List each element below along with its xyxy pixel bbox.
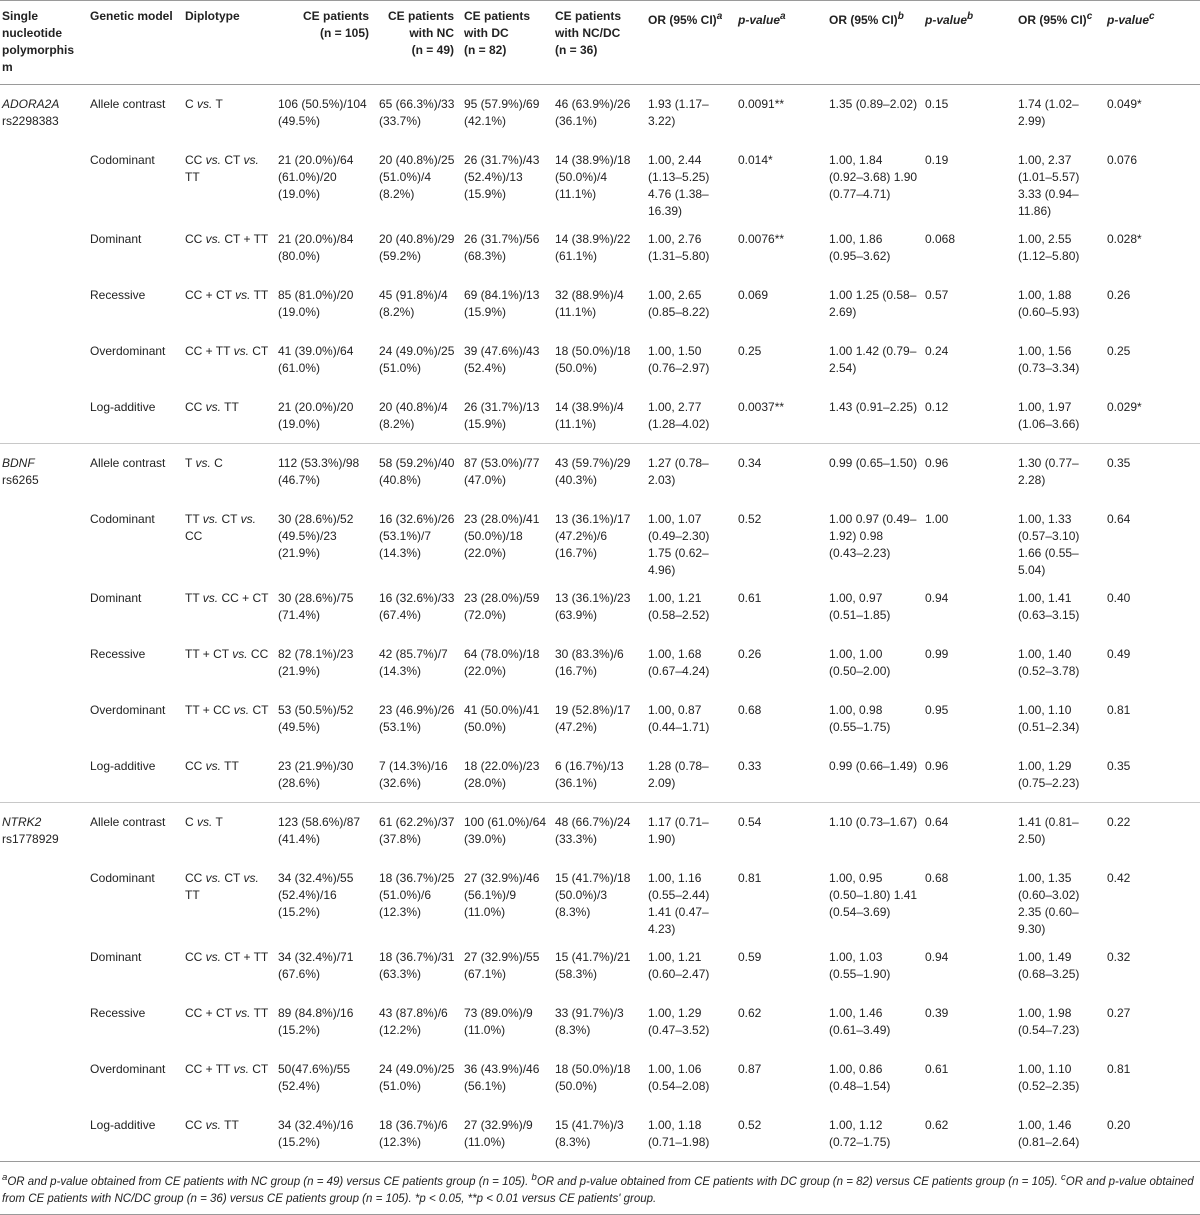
cell-genetic-model: Dominant xyxy=(90,590,142,605)
cell-diplotype: CC + CT vs. TT xyxy=(185,1005,269,1020)
cell-ce-patients: 53 (50.5%)/52 (49.5%) xyxy=(278,702,354,734)
header-ce-ncdc: CE patients with NC/DC (n = 36) xyxy=(555,9,622,57)
header-p-a: p-value$^a$ xyxy=(738,11,786,27)
header-p-c: p-value$^c$ xyxy=(1107,11,1155,27)
cell-or-b: 1.00 0.97 (0.49–1.92) 0.98 (0.43–2.23) xyxy=(829,511,917,560)
cell-ce-dc: 87 (53.0%)/77 (47.0%) xyxy=(462,444,553,500)
cell-ce-patients: 41 (39.0%)/64 (61.0%) xyxy=(278,343,354,375)
cell-p-a: 0.68 xyxy=(738,702,762,717)
cell-ce-patients: 106 (50.5%)/104 (49.5%) xyxy=(278,97,367,128)
cell-p-b: 0.64 xyxy=(923,803,1016,859)
cell-ce-patients: 30 (28.6%)/75 (71.4%) xyxy=(278,590,354,622)
cell-ce-ncdc: 18 (50.0%)/18 (50.0%) xyxy=(555,1061,631,1093)
cell-genetic-model: Recessive xyxy=(90,287,146,302)
table-row xyxy=(0,220,1200,276)
table-row xyxy=(0,579,1200,635)
cell-p-c: 0.42 xyxy=(1107,870,1131,885)
cell-ce-nc: 20 (40.8%)/25 (51.0%)/4 (8.2%) xyxy=(379,152,455,201)
cell-ce-nc: 24 (49.0%)/25 (51.0%) xyxy=(379,1061,455,1093)
cell-ce-nc: 45 (91.8%)/4 (8.2%) xyxy=(379,287,448,319)
cell-p-c: 0.26 xyxy=(1107,287,1131,302)
cell-p-c: 0.35 xyxy=(1105,444,1200,500)
cell-or-c: 1.00, 1.35 (0.60–3.02) 2.35 (0.60–9.30) xyxy=(1018,870,1080,936)
cell-or-c: 1.30 (0.77–2.28) xyxy=(1016,444,1105,500)
cell-diplotype: CC + TT vs. CT xyxy=(185,343,269,358)
cell-or-b: 1.00, 1.03 (0.55–1.90) xyxy=(829,949,891,981)
cell-ce-nc: 61 (62.2%)/37 (37.8%) xyxy=(377,803,462,859)
cell-p-b: 0.68 xyxy=(925,870,949,885)
cell-or-c: 1.00, 1.49 (0.68–3.25) xyxy=(1018,949,1080,981)
cell-snp xyxy=(0,500,88,579)
cell-ce-patients: 21 (20.0%)/20 (19.0%) xyxy=(278,399,354,431)
cell-p-a: 0.62 xyxy=(738,1005,762,1020)
cell-p-c: 0.20 xyxy=(1105,1106,1200,1162)
cell-or-b: 1.00, 0.95 (0.50–1.80) 1.41 (0.54–3.69) xyxy=(829,870,918,919)
cell-diplotype: TT + CT vs. CC xyxy=(185,646,269,661)
footnote-significance: *p < 0.05, **p < 0.01 versus CE patients' group. xyxy=(414,1192,657,1205)
cell-or-a: 1.00, 1.21 (0.58–2.52) xyxy=(648,590,710,622)
cell-or-b: 1.00, 1.12 (0.72–1.75) xyxy=(827,1106,923,1162)
cell-snp xyxy=(0,579,88,635)
header-ce-dc: CE patients with DC (n = 82) xyxy=(464,9,531,57)
cell-ce-nc: 18 (36.7%)/31 (63.3%) xyxy=(379,949,455,981)
table-row xyxy=(0,635,1200,691)
cell-p-c: 0.81 xyxy=(1107,702,1131,717)
cell-ce-ncdc: 13 (36.1%)/17 (47.2%)/6 (16.7%) xyxy=(555,511,631,560)
header-diplotype: Diplotype xyxy=(185,9,240,23)
cell-p-b: 0.15 xyxy=(925,97,949,111)
cell-or-a: 1.28 (0.78–2.09) xyxy=(648,758,709,790)
cell-genetic-model: Dominant xyxy=(90,949,142,964)
cell-or-b: 1.10 (0.73–1.67) xyxy=(827,803,923,859)
cell-snp xyxy=(0,141,88,220)
cell-or-b: 1.00, 0.98 (0.55–1.75) xyxy=(829,702,891,734)
header-row xyxy=(0,1,1200,85)
cell-p-c: 0.81 xyxy=(1107,1061,1131,1076)
cell-p-b: 1.00 xyxy=(925,511,949,526)
cell-ce-nc: 43 (87.8%)/6 (12.2%) xyxy=(379,1005,448,1037)
cell-ce-nc: 20 (40.8%)/29 (59.2%) xyxy=(379,231,455,263)
cell-p-b: 0.19 xyxy=(925,152,949,167)
cell-or-c: 1.00, 1.41 (0.63–3.15) xyxy=(1018,590,1080,622)
cell-or-a: 1.00, 1.29 (0.47–3.52) xyxy=(648,1005,710,1037)
cell-ce-ncdc: 18 (50.0%)/18 (50.0%) xyxy=(555,343,631,375)
cell-or-b: 1.00, 1.86 (0.95–3.62) xyxy=(829,231,891,263)
cell-or-c: 1.00, 1.98 (0.54–7.23) xyxy=(1018,1005,1080,1037)
cell-ce-dc: 64 (78.0%)/18 (22.0%) xyxy=(464,646,540,678)
cell-or-a: 1.00, 2.65 (0.85–8.22) xyxy=(648,287,710,319)
cell-p-c: 0.32 xyxy=(1107,949,1131,964)
cell-genetic-model: Overdominant xyxy=(90,343,166,358)
header-p-b: p-value$^b$ xyxy=(925,11,974,27)
cell-snp xyxy=(0,220,88,276)
cell-or-b: 1.43 (0.91–2.25) xyxy=(829,399,918,414)
cell-ce-nc: 18 (36.7%)/6 (12.3%) xyxy=(377,1106,462,1162)
cell-ce-ncdc: 32 (88.9%)/4 (11.1%) xyxy=(555,287,624,319)
cell-ce-dc: 23 (28.0%)/41 (50.0%)/18 (22.0%) xyxy=(464,511,540,560)
cell-or-a: 1.00, 1.18 (0.71–1.98) xyxy=(646,1106,736,1162)
cell-ce-patients: 21 (20.0%)/84 (80.0%) xyxy=(278,231,354,263)
cell-or-a: 1.00, 2.44 (1.13–5.25) 4.76 (1.38–16.39) xyxy=(648,152,710,218)
cell-diplotype: CC vs. CT + TT xyxy=(185,231,269,246)
header-or-a: OR (95% CI)$^a$ xyxy=(648,11,723,27)
cell-ce-ncdc: 46 (63.9%)/26 (36.1%) xyxy=(555,97,631,128)
cell-diplotype: C vs. T xyxy=(185,97,223,111)
header-ce-nc: CE patients with NC (n = 49) xyxy=(387,9,454,57)
cell-or-a: 1.00, 1.21 (0.60–2.47) xyxy=(648,949,710,981)
cell-p-a: 0.0076** xyxy=(738,231,785,246)
cell-genetic-model: Recessive xyxy=(90,1005,146,1020)
cell-ce-ncdc: 19 (52.8%)/17 (47.2%) xyxy=(555,702,631,734)
cell-ce-ncdc: 33 (91.7%)/3 (8.3%) xyxy=(555,1005,624,1037)
cell-ce-dc: 100 (61.0%)/64 (39.0%) xyxy=(462,803,553,859)
cell-ce-patients: 34 (32.4%)/55 (52.4%)/16 (15.2%) xyxy=(278,870,354,919)
cell-ce-nc: 16 (32.6%)/26 (53.1%)/7 (14.3%) xyxy=(379,511,455,560)
cell-or-c: 1.00, 2.55 (1.12–5.80) xyxy=(1018,231,1080,263)
cell-diplotype: CC vs. CT vs. TT xyxy=(185,870,259,902)
cell-p-c: 0.40 xyxy=(1107,590,1131,605)
header-snp: Single nucleotide polymorphism xyxy=(2,9,75,74)
cell-or-a: 1.00, 0.87 (0.44–1.71) xyxy=(648,702,710,734)
cell-or-c: 1.00, 1.88 (0.60–5.93) xyxy=(1018,287,1080,319)
cell-snp: NTRK2 rs1778929 xyxy=(0,803,88,859)
cell-or-c: 1.00, 1.40 (0.52–3.78) xyxy=(1018,646,1080,678)
cell-p-c: 0.35 xyxy=(1107,758,1131,773)
cell-ce-nc: 18 (36.7%)/25 (51.0%)/6 (12.3%) xyxy=(379,870,455,919)
cell-genetic-model: Log-additive xyxy=(90,399,156,414)
cell-ce-ncdc: 15 (41.7%)/3 (8.3%) xyxy=(553,1106,646,1162)
cell-p-b: 0.068 xyxy=(925,231,956,246)
cell-genetic-model: Codominant xyxy=(90,152,155,167)
cell-ce-dc: 41 (50.0%)/41 (50.0%) xyxy=(464,702,540,734)
cell-ce-nc: 65 (66.3%)/33 (33.7%) xyxy=(379,97,455,128)
cell-genetic-model: Codominant xyxy=(90,511,155,526)
cell-genetic-model: Dominant xyxy=(90,231,142,246)
cell-or-c: 1.00, 1.46 (0.81–2.64) xyxy=(1016,1106,1105,1162)
header-genetic-model: Genetic model xyxy=(90,9,173,23)
cell-p-a: 0.26 xyxy=(738,646,762,661)
cell-ce-patients: 30 (28.6%)/52 (49.5%)/23 (21.9%) xyxy=(278,511,354,560)
table-row xyxy=(0,691,1200,747)
cell-or-c: 1.74 (1.02–2.99) xyxy=(1018,97,1079,128)
cell-ce-dc: 69 (84.1%)/13 (15.9%) xyxy=(464,287,540,319)
cell-ce-dc: 36 (43.9%)/46 (56.1%) xyxy=(464,1061,540,1093)
cell-diplotype: C vs. T xyxy=(183,803,276,859)
cell-genetic-model: Allele contrast xyxy=(90,97,166,111)
cell-ce-patients: 21 (20.0%)/64 (61.0%)/20 (19.0%) xyxy=(278,152,354,201)
cell-p-a: 0.34 xyxy=(736,444,827,500)
cell-or-b: 1.00, 1.84 (0.92–3.68) 1.90 (0.77–4.71) xyxy=(829,152,918,201)
cell-or-b: 1.00 1.25 (0.58–2.69) xyxy=(829,287,917,319)
table-row xyxy=(0,859,1200,938)
cell-or-a: 1.00, 1.06 (0.54–2.08) xyxy=(648,1061,710,1093)
cell-ce-ncdc: 48 (66.7%)/24 (33.3%) xyxy=(553,803,646,859)
table-row xyxy=(0,1050,1200,1106)
cell-ce-patients: 23 (21.9%)/30 (28.6%) xyxy=(278,758,354,790)
cell-ce-dc: 27 (32.9%)/9 (11.0%) xyxy=(462,1106,553,1162)
cell-ce-dc: 95 (57.9%)/69 (42.1%) xyxy=(464,97,540,128)
cell-p-a: 0.33 xyxy=(738,758,762,773)
table-row xyxy=(0,276,1200,332)
cell-ce-patients: 50(47.6%)/55 (52.4%) xyxy=(278,1061,351,1093)
table-row xyxy=(0,500,1200,579)
cell-p-b: 0.96 xyxy=(923,444,1016,500)
cell-genetic-model: Recessive xyxy=(90,646,146,661)
cell-ce-nc: 20 (40.8%)/4 (8.2%) xyxy=(379,399,448,431)
header-or-c: OR (95% CI)$^c$ xyxy=(1018,11,1093,27)
table-footnote: $^a$OR and p-value obtained from CE patients with NC group (n = 49) versus CE patients group (n = 105). $^b$OR and p-value obtained from CE patients with DC group (n = 82) versus CE patients group (n = 105). $^c$OR and p-value obtained from CE patients with NC/DC group (n = 36) versus CE patients group (n = 105). *p < 0.05, **p < 0.01 versus CE patients' group. xyxy=(0,1162,1200,1215)
cell-ce-ncdc: 14 (38.9%)/4 (11.1%) xyxy=(555,399,624,431)
cell-genetic-model: Allele contrast xyxy=(88,803,183,859)
table-row xyxy=(0,85,1200,141)
cell-diplotype: CC vs. CT vs. TT xyxy=(185,152,259,184)
cell-or-b: 1.00 1.42 (0.79–2.54) xyxy=(829,343,917,375)
cell-ce-patients: 89 (84.8%)/16 (15.2%) xyxy=(278,1005,354,1037)
cell-p-c: 0.64 xyxy=(1107,511,1131,526)
cell-ce-dc: 26 (31.7%)/13 (15.9%) xyxy=(464,399,540,431)
cell-diplotype: CC vs. TT xyxy=(183,1106,276,1162)
cell-diplotype: CC vs. TT xyxy=(185,399,239,414)
cell-diplotype: CC vs. TT xyxy=(185,758,239,773)
cell-genetic-model: Allele contrast xyxy=(88,444,183,500)
cell-or-a: 1.27 (0.78–2.03) xyxy=(646,444,736,500)
cell-diplotype: CC + CT vs. TT xyxy=(185,287,269,302)
cell-or-a: 1.00, 2.77 (1.28–4.02) xyxy=(648,399,710,431)
cell-ce-ncdc: 13 (36.1%)/23 (63.9%) xyxy=(555,590,631,622)
cell-ce-dc: 26 (31.7%)/56 (68.3%) xyxy=(464,231,540,263)
cell-p-c: 0.049* xyxy=(1107,97,1142,111)
cell-p-a: 0.81 xyxy=(738,870,762,885)
cell-ce-dc: 18 (22.0%)/23 (28.0%) xyxy=(464,758,540,790)
table-row xyxy=(0,388,1200,444)
cell-p-a: 0.25 xyxy=(738,343,762,358)
cell-p-c: 0.25 xyxy=(1107,343,1131,358)
footnote-c: OR and p-value obtained from CE patients with NC/DC group (n = 36) versus CE patients group (n = 105). xyxy=(2,1175,1194,1205)
cell-or-a: 1.00, 1.50 (0.76–2.97) xyxy=(648,343,710,375)
cell-p-b: 0.96 xyxy=(925,758,949,773)
cell-p-a: 0.52 xyxy=(738,511,762,526)
cell-ce-nc: 58 (59.2%)/40 (40.8%) xyxy=(377,444,462,500)
cell-ce-ncdc: 43 (59.7%)/29 (40.3%) xyxy=(553,444,646,500)
cell-p-a: 0.54 xyxy=(736,803,827,859)
cell-p-b: 0.94 xyxy=(925,590,949,605)
cell-or-c: 1.00, 1.97 (1.06–3.66) xyxy=(1018,399,1080,431)
cell-snp xyxy=(0,1106,88,1162)
cell-p-a: 0.61 xyxy=(738,590,762,605)
cell-diplotype: TT vs. CT vs. CC xyxy=(185,511,256,543)
cell-snp xyxy=(0,388,88,444)
cell-snp xyxy=(0,635,88,691)
cell-p-a: 0.59 xyxy=(738,949,762,964)
cell-p-b: 0.57 xyxy=(925,287,949,302)
cell-ce-ncdc: 30 (83.3%)/6 (16.7%) xyxy=(555,646,624,678)
cell-or-a: 1.00, 1.16 (0.55–2.44) 1.41 (0.47–4.23) xyxy=(648,870,710,936)
cell-or-a: 1.00, 1.68 (0.67–4.24) xyxy=(648,646,710,678)
cell-or-b: 1.00, 1.46 (0.61–3.49) xyxy=(829,1005,891,1037)
cell-p-b: 0.94 xyxy=(925,949,949,964)
cell-genetic-model: Overdominant xyxy=(90,702,166,717)
table-row xyxy=(0,938,1200,994)
cell-p-a: 0.0037** xyxy=(738,399,785,414)
cell-p-b: 0.39 xyxy=(925,1005,949,1020)
cell-diplotype: TT vs. CC + CT xyxy=(185,590,269,605)
cell-or-c: 1.00, 1.10 (0.52–2.35) xyxy=(1018,1061,1080,1093)
cell-ce-patients: 34 (32.4%)/71 (67.6%) xyxy=(278,949,354,981)
table-row xyxy=(0,141,1200,220)
cell-ce-patients: 85 (81.0%)/20 (19.0%) xyxy=(278,287,354,319)
table-row xyxy=(0,332,1200,388)
cell-or-c: 1.00, 1.10 (0.51–2.34) xyxy=(1018,702,1080,734)
cell-p-a: 0.014* xyxy=(738,152,773,167)
table-row xyxy=(0,747,1200,803)
cell-or-a: 1.17 (0.71–1.90) xyxy=(646,803,736,859)
table-row xyxy=(0,994,1200,1050)
footnote-b: OR and p-value obtained from CE patients with DC group (n = 82) versus CE patients group (n = 105). xyxy=(536,1175,1058,1188)
footnote-a: OR and p-value obtained from CE patients with NC group (n = 49) versus CE patients group (n = 105). xyxy=(7,1175,529,1188)
cell-p-a: 0.87 xyxy=(738,1061,762,1076)
cell-genetic-model: Log-additive xyxy=(88,1106,183,1162)
cell-ce-ncdc: 6 (16.7%)/13 (36.1%) xyxy=(555,758,624,790)
cell-diplotype: CC vs. CT + TT xyxy=(185,949,269,964)
cell-or-b: 1.00, 0.97 (0.51–1.85) xyxy=(829,590,891,622)
cell-genetic-model: Overdominant xyxy=(90,1061,166,1076)
cell-p-c: 0.029* xyxy=(1107,399,1142,414)
cell-ce-nc: 7 (14.3%)/16 (32.6%) xyxy=(379,758,448,790)
cell-or-b: 1.00, 0.86 (0.48–1.54) xyxy=(829,1061,891,1093)
cell-p-b: 0.61 xyxy=(925,1061,949,1076)
cell-diplotype: TT + CC vs. CT xyxy=(185,702,269,717)
cell-or-b: 1.35 (0.89–2.02) xyxy=(829,97,918,111)
cell-or-c: 1.41 (0.81–2.50) xyxy=(1016,803,1105,859)
cell-ce-dc: 27 (32.9%)/46 (56.1%)/9 (11.0%) xyxy=(464,870,540,919)
cell-ce-dc: 39 (47.6%)/43 (52.4%) xyxy=(464,343,540,375)
header-or-b: OR (95% CI)$^b$ xyxy=(829,11,904,27)
cell-snp xyxy=(0,276,88,332)
table-row xyxy=(0,1106,1200,1162)
cell-diplotype: T vs. C xyxy=(183,444,276,500)
cell-ce-dc: 23 (28.0%)/59 (72.0%) xyxy=(464,590,540,622)
cell-or-c: 1.00, 1.33 (0.57–3.10) 1.66 (0.55–5.04) xyxy=(1018,511,1080,577)
table-body xyxy=(0,85,1200,1162)
cell-ce-dc: 27 (32.9%)/55 (67.1%) xyxy=(464,949,540,981)
cell-snp xyxy=(0,747,88,803)
cell-or-b: 0.99 (0.65–1.50) xyxy=(827,444,923,500)
cell-or-b: 0.99 (0.66–1.49) xyxy=(829,758,918,773)
table-row xyxy=(0,444,1200,500)
cell-ce-ncdc: 15 (41.7%)/21 (58.3%) xyxy=(555,949,631,981)
cell-p-c: 0.22 xyxy=(1105,803,1200,859)
cell-or-a: 1.00, 1.07 (0.49–2.30) 1.75 (0.62–4.96) xyxy=(648,511,710,577)
cell-p-c: 0.49 xyxy=(1107,646,1131,661)
cell-p-c: 0.27 xyxy=(1107,1005,1131,1020)
cell-snp: ADORA2A rs2298383 xyxy=(2,97,60,128)
cell-snp xyxy=(0,332,88,388)
cell-snp xyxy=(0,938,88,994)
cell-or-c: 1.00, 1.29 (0.75–2.23) xyxy=(1018,758,1080,790)
cell-ce-patients: 123 (58.6%)/87 (41.4%) xyxy=(276,803,377,859)
cell-ce-dc: 73 (89.0%)/9 (11.0%) xyxy=(464,1005,533,1037)
cell-or-b: 1.00, 1.00 (0.50–2.00) xyxy=(829,646,891,678)
cell-p-b: 0.62 xyxy=(923,1106,1016,1162)
cell-ce-nc: 24 (49.0%)/25 (51.0%) xyxy=(379,343,455,375)
cell-p-c: 0.076 xyxy=(1107,152,1138,167)
cell-ce-ncdc: 15 (41.7%)/18 (50.0%)/3 (8.3%) xyxy=(555,870,631,919)
table-row xyxy=(0,803,1200,859)
cell-p-c: 0.028* xyxy=(1107,231,1142,246)
header-ce-patients: CE patients (n = 105) xyxy=(302,9,369,40)
cell-p-b: 0.95 xyxy=(925,702,949,717)
cell-ce-ncdc: 14 (38.9%)/22 (61.1%) xyxy=(555,231,631,263)
cell-snp xyxy=(0,691,88,747)
cell-or-c: 1.00, 1.56 (0.73–3.34) xyxy=(1018,343,1080,375)
cell-ce-nc: 23 (46.9%)/26 (53.1%) xyxy=(379,702,455,734)
cell-or-a: 1.93 (1.17–3.22) xyxy=(648,97,709,128)
cell-genetic-model: Codominant xyxy=(90,870,155,885)
cell-ce-dc: 26 (31.7%)/43 (52.4%)/13 (15.9%) xyxy=(464,152,540,201)
cell-p-a: 0.52 xyxy=(736,1106,827,1162)
cell-snp xyxy=(0,1050,88,1106)
cell-snp: BDNF rs6265 xyxy=(0,444,88,500)
cell-ce-patients: 82 (78.1%)/23 (21.9%) xyxy=(278,646,354,678)
cell-ce-nc: 42 (85.7%)/7 (14.3%) xyxy=(379,646,448,678)
cell-p-b: 0.24 xyxy=(925,343,949,358)
cell-p-b: 0.99 xyxy=(925,646,949,661)
cell-p-a: 0.069 xyxy=(738,287,769,302)
cell-diplotype: CC + TT vs. CT xyxy=(185,1061,269,1076)
cell-genetic-model: Log-additive xyxy=(90,758,156,773)
cell-p-b: 0.12 xyxy=(925,399,949,414)
cell-p-a: 0.0091** xyxy=(738,97,785,111)
cell-ce-nc: 16 (32.6%)/33 (67.4%) xyxy=(379,590,455,622)
cell-or-a: 1.00, 2.76 (1.31–5.80) xyxy=(648,231,710,263)
cell-ce-patients: 34 (32.4%)/16 (15.2%) xyxy=(276,1106,377,1162)
cell-ce-patients: 112 (53.3%)/98 (46.7%) xyxy=(276,444,377,500)
cell-snp xyxy=(0,994,88,1050)
cell-snp xyxy=(0,859,88,938)
cell-ce-ncdc: 14 (38.9%)/18 (50.0%)/4 (11.1%) xyxy=(555,152,631,201)
cell-or-c: 1.00, 2.37 (1.01–5.57) 3.33 (0.94–11.86) xyxy=(1018,152,1080,218)
